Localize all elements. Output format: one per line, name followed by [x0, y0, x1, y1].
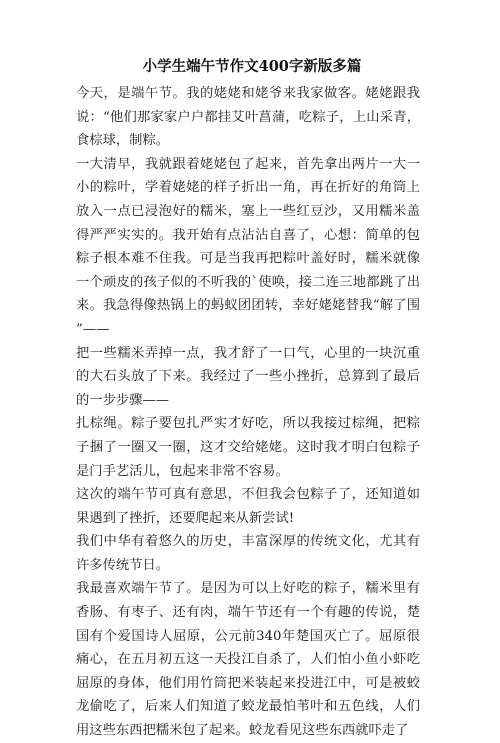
paragraph-2: 一大清早，我就跟着姥姥包了起来，首先拿出两片一大一小的粽叶，学着姥姥的样子折出一角，再在折好的角筒上放入一点已浸泡好的糯米，塞上一些红豆沙，又用糯米盖得严严实实的。我开始有点沾沾自喜了，心想：简单的包粽子根本难不住我。可是当我再把粽叶盖好时，糯米就像一个顽皮的孩子似的不听我的`使唤，接二连三地都跳了出来。我急得像热锅上的蚂蚁团团转，幸好姥姥替我“解了围”—— [76, 156, 420, 337]
paragraph-6: 我们中华有着悠久的历史，丰富深厚的传统文化，尤其有许多传统节日。 [76, 534, 420, 573]
paragraph-4: 扎棕绳。粽子要包扎严实才好吃，所以我接过棕绳，把粽子捆了一圈又一圈，这才交给姥姥。这时我才明白包粽子是门手艺活儿，包起来非常不容易。 [76, 416, 420, 479]
paragraph-3: 把一些糯米弄掉一点，我才舒了一口气，心里的一块沉重的大石头放了下来。我经过了一些小挫折，总算到了最后的一步步骤—— [76, 345, 420, 408]
paragraph-5: 这次的端午节可真有意思，不但我会包粽子了，还知道如果遇到了挫折，还要爬起来从新尝试! [76, 487, 420, 526]
document-title: 小学生端午节作文400字新版多篇 [142, 58, 362, 75]
paragraph-7: 我最喜欢端午节了。是因为可以上好吃的粽子，糯米里有香肠、有枣子、还有肉，端午节还有一个有趣的传说，楚国有个爱国诗人屈原，公元前340年楚国灭亡了。屈原很痛心，在五月初五这一天投江自杀了，人们怕小鱼小虾吃屈原的身体，他们用竹筒把米装起来投进江中，可是被蛟龙偷吃了，后来人们知道了蛟龙最怕苇叶和五色线，人们用这些东西把糯米包了起来。蛟龙看见这些东西就吓走了 [76, 581, 420, 739]
paragraph-1: 今天，是端午节。我的姥姥和姥爷来我家做客。姥姥跟我说：“他们那家家户户都挂艾叶菖蒲，吃粽子，上山采青，食棕球，制粽。 [76, 86, 420, 149]
